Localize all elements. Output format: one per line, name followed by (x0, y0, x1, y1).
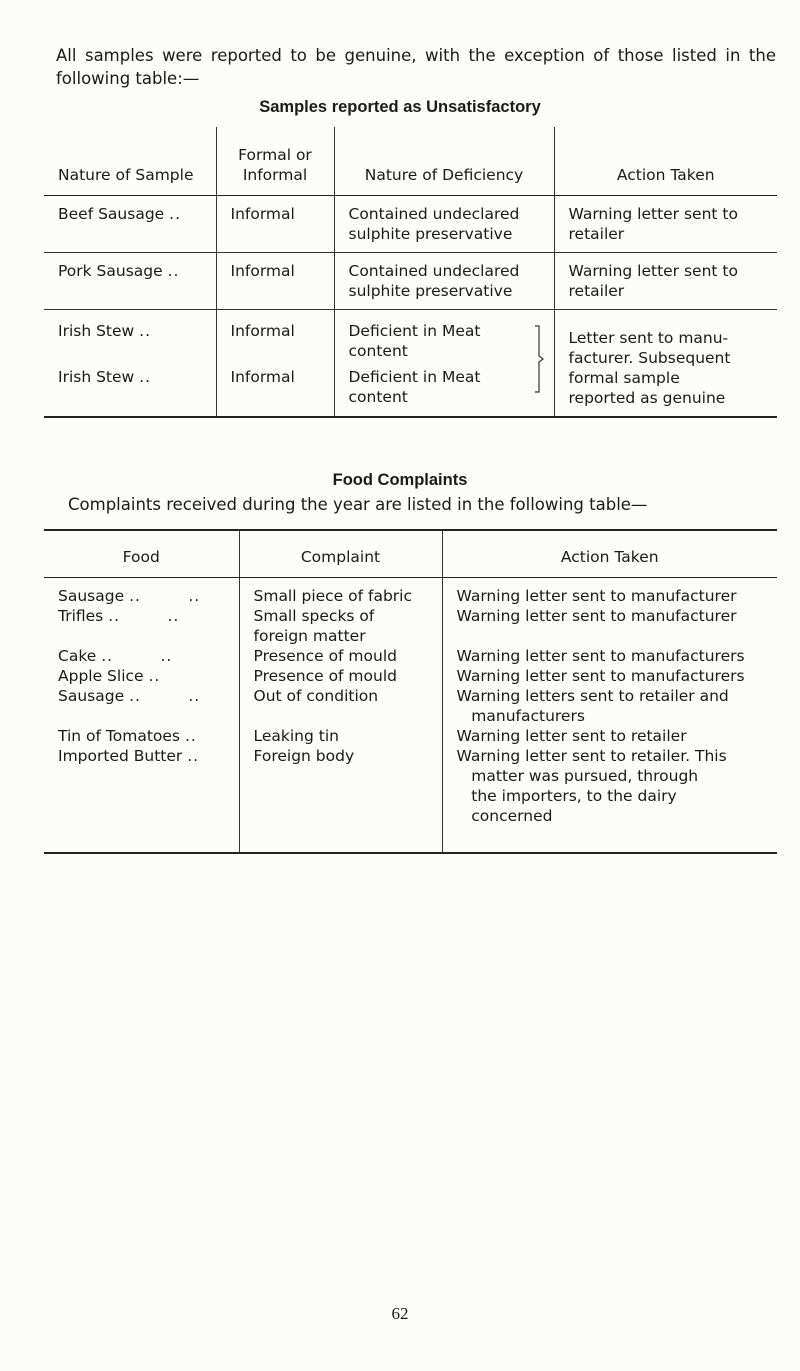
leader-dots: .. .. (129, 587, 201, 605)
food-cell (44, 746, 239, 853)
leader-dots: .. .. (108, 607, 180, 625)
table-row (44, 666, 777, 686)
unsatisfactory-samples-table (44, 127, 777, 418)
deficiency-line: content (348, 388, 408, 406)
complaint-cell: Small specks of foreign matter (239, 606, 442, 646)
leader-dots: .. (148, 667, 161, 685)
sample-name: Beef Sausage (58, 205, 165, 223)
action-cell: Warning letters sent to retailer and manufacturers (442, 686, 777, 726)
header-action-taken: Action Taken (442, 530, 777, 578)
header-food: Food (44, 530, 239, 578)
header-action-taken: Action Taken (554, 127, 777, 196)
table-row (44, 253, 777, 310)
table-row (44, 196, 777, 253)
food-name: Sausage (58, 587, 125, 605)
table-row (44, 686, 777, 726)
table-row (44, 726, 777, 746)
food-cell (44, 666, 239, 686)
complaint-cell: Leaking tin (239, 726, 442, 746)
header-nature-of-deficiency: Nature of Deficiency (334, 127, 554, 196)
leader-dots: .. (184, 727, 197, 745)
table-header-row (44, 530, 777, 578)
complaint-cell: Presence of mould (239, 646, 442, 666)
sample-name: Pork Sausage (58, 262, 163, 280)
right-brace-icon (533, 324, 547, 394)
food-cell (44, 606, 239, 646)
deficiency-cell: Contained undeclared sulphite preservative (334, 196, 554, 253)
sample-cell (44, 253, 216, 310)
action-cell: Warning letter sent to retailer. This matter was pursued, through the importers, to the dairy concerned (442, 746, 777, 853)
food-name: Cake (58, 647, 97, 665)
action-cell: Warning letter sent to manufacturer (442, 578, 777, 607)
food-cell (44, 578, 239, 607)
action-cell: Warning letter sent to manufacturers (442, 666, 777, 686)
page-number: 62 (391, 1304, 409, 1323)
sample-cell (44, 196, 216, 253)
deficiency-cell: Contained undeclared sulphite preservative (334, 253, 554, 310)
sample-name: Irish Stew (58, 322, 135, 340)
complaints-intro: Complaints received during the year are listed in the following table— (68, 495, 648, 514)
leader-dots: .. (167, 262, 180, 280)
food-cell (44, 726, 239, 746)
table-row (44, 606, 777, 646)
leader-dots: .. (139, 368, 152, 386)
table-row (44, 746, 777, 853)
food-name: Trifles (58, 607, 104, 625)
food-cell (44, 686, 239, 726)
action-cell: Letter sent to manu- facturer. Subsequent formal sample reported as genuine (554, 310, 777, 418)
action-cell: Warning letter sent to retailer (554, 253, 777, 310)
formal-cell (216, 310, 334, 418)
formal-value: Informal (230, 368, 295, 386)
food-cell (44, 646, 239, 666)
leader-dots: .. .. (129, 687, 201, 705)
food-name: Apple Slice (58, 667, 144, 685)
action-cell: Warning letter sent to manufacturer (442, 606, 777, 646)
header-nature-of-sample: Nature of Sample (44, 127, 216, 196)
table-row (44, 310, 777, 418)
complaint-cell: Out of condition (239, 686, 442, 726)
food-complaints-table (44, 529, 777, 854)
deficiency-line: Deficient in Meat (348, 368, 481, 386)
food-complaints-heading: Food Complaints (332, 471, 468, 489)
table-row (44, 578, 777, 607)
formal-value: Informal (230, 322, 295, 340)
leader-dots: .. (187, 747, 200, 765)
action-cell: Warning letter sent to retailer (442, 726, 777, 746)
header-complaint: Complaint (239, 530, 442, 578)
table-row (44, 646, 777, 666)
formal-cell: Informal (216, 196, 334, 253)
food-name: Imported Butter (58, 747, 183, 765)
food-name: Tin of Tomatoes (58, 727, 181, 745)
sample-name: Irish Stew (58, 368, 135, 386)
deficiency-line: Deficient in Meat (348, 322, 481, 340)
formal-cell: Informal (216, 253, 334, 310)
leader-dots: .. (169, 205, 181, 223)
action-cell: Warning letter sent to manufacturers (442, 646, 777, 666)
complaint-cell: Foreign body (239, 746, 442, 853)
action-cell: Warning letter sent to retailer (554, 196, 777, 253)
complaint-cell: Presence of mould (239, 666, 442, 686)
deficiency-cell (334, 310, 554, 418)
leader-dots: .. .. (101, 647, 173, 665)
header-formal-or-informal: Formal or Informal (216, 127, 334, 196)
leader-dots: .. (139, 322, 152, 340)
sample-cell (44, 310, 216, 418)
complaint-cell: Small piece of fabric (239, 578, 442, 607)
intro-paragraph: All samples were reported to be genuine, with the exception of those listed in the following table:— (56, 46, 776, 88)
deficiency-line: content (348, 342, 408, 360)
table-header-row (44, 127, 777, 196)
unsatisfactory-heading: Samples reported as Unsatisfactory (259, 98, 541, 116)
food-name: Sausage (58, 687, 125, 705)
